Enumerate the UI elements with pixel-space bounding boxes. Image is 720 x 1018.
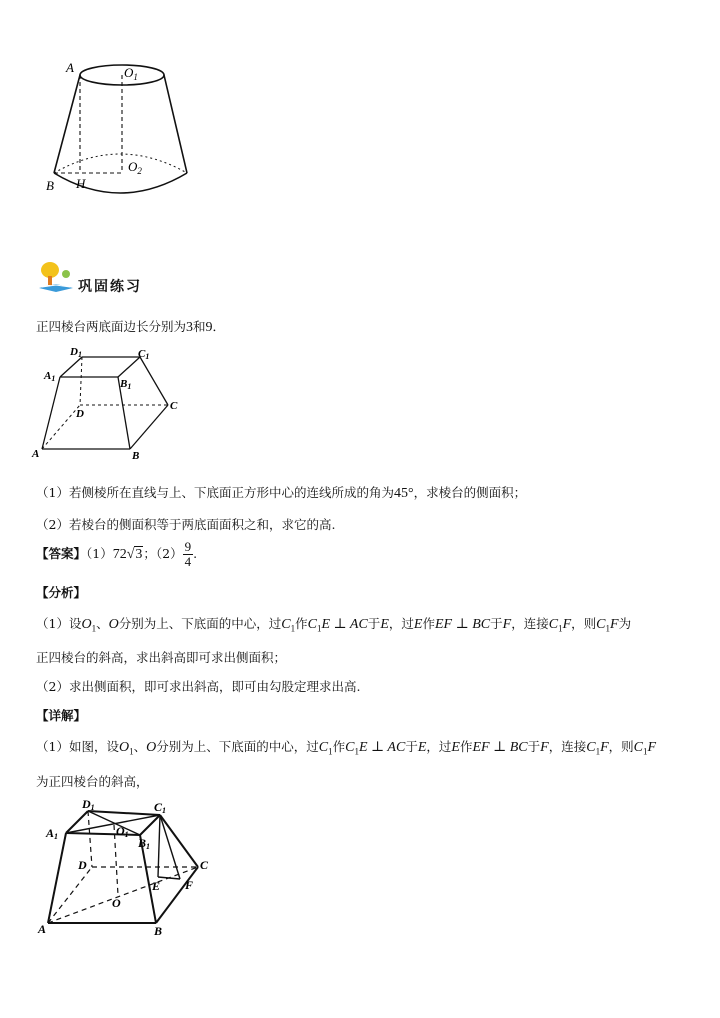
label-O2: $O_2$ — [128, 159, 142, 176]
frustum-detail-figure — [30, 795, 230, 940]
label-B: B — [46, 178, 54, 193]
svg-text:C: C — [200, 858, 209, 872]
detail-label: 【详解】 — [36, 708, 87, 723]
analysis-line-1: （1）设$O_1$、O分别为上、下底面的中心，过$C_1$作$C_1E$ ⊥ AC于E，过E作EF ⊥ BC于F，连接$C_1F$，则$C_1F$为 — [36, 616, 632, 634]
svg-text:O1: O1 — [116, 824, 129, 839]
answer-label: 【答案】 — [36, 546, 87, 561]
svg-text:E: E — [152, 879, 161, 893]
left-slant — [54, 75, 80, 173]
problem-stem: 正四棱台两底面边长分别为3和9． — [36, 319, 226, 335]
label-C1: C1 — [138, 348, 150, 361]
svg-text:D: D — [78, 858, 87, 872]
label-H: H — [76, 176, 86, 191]
svg-text:A: A — [38, 922, 47, 936]
label-A: A — [66, 60, 74, 75]
section-title: 巩固练习 — [78, 279, 142, 295]
question-1: （1）若侧棱所在直线与上、下底面正方形中心的连线所成的角为45°，求棱台的侧面积； — [36, 485, 527, 501]
answer-line: 【答案】（1）72√3；（2） $\frac{9}{4}$ . — [36, 539, 198, 569]
svg-text:O: O — [112, 896, 121, 910]
detail-line-2: 为正四棱台的斜高， — [36, 774, 149, 789]
question-2: （2）若棱台的侧面积等于两底面面积之和，求它的高. — [36, 517, 336, 532]
label-D1: D1 — [70, 346, 82, 359]
bottom-back-arc — [54, 154, 187, 173]
label-O1: $O_1$ — [124, 65, 138, 82]
analysis-label: 【分析】 — [36, 585, 87, 600]
svg-text:D1: D1 — [82, 797, 95, 812]
lamp-book-icon — [36, 260, 76, 296]
analysis-line-3: （2）求出侧面积，即可求出斜高，即可由勾股定理求出高. — [36, 679, 361, 694]
right-slant — [164, 75, 187, 173]
svg-text:B1: B1 — [138, 836, 151, 851]
svg-text:F: F — [185, 878, 194, 892]
detail-line-1: （1）如图，设$O_1$、O分别为上、下底面的中心，过$C_1$作$C_1E$ ⊥ AC于E，过E作EF ⊥ BC于F，连接$C_1F$，则$C_1F$ — [36, 739, 657, 757]
label-C: C — [170, 400, 178, 412]
label-B: B — [132, 450, 140, 462]
svg-text:C1: C1 — [154, 800, 167, 815]
analysis-line-2: 正四棱台的斜高，求出斜高即可求出侧面积； — [36, 650, 287, 665]
svg-text:A1: A1 — [46, 826, 59, 841]
label-A: A — [32, 448, 40, 460]
answer-fraction: $\frac{9}{4}$ — [184, 539, 192, 569]
pyramid-frustum-figure — [30, 345, 190, 463]
svg-text:B: B — [154, 924, 163, 938]
label-D: D — [76, 408, 84, 420]
label-B1: B1 — [120, 378, 132, 391]
bottom-front-arc — [54, 173, 187, 193]
label-A1: A1 — [44, 370, 56, 383]
frustum-cone-figure — [40, 55, 200, 200]
